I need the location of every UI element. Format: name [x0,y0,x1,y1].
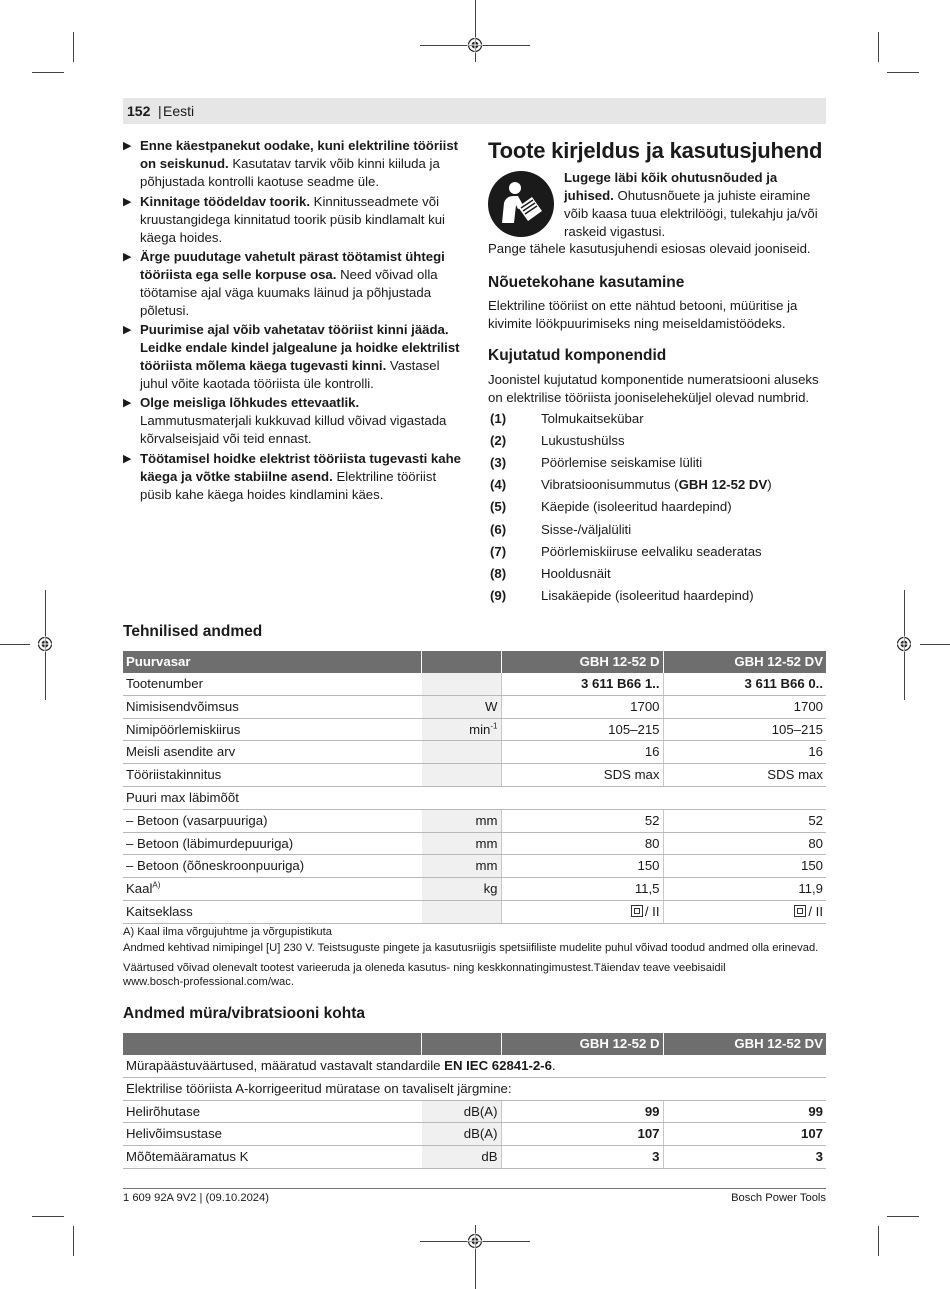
table-cell-unit [421,764,501,787]
component-label-text: Pöörlemise seiskamise lüliti [541,455,703,471]
table-cell-unit [421,855,501,878]
warning-text [140,137,463,191]
table-cell-gbh-d [501,878,663,901]
table-cell-gbh-dv [663,809,826,832]
table-row [123,1055,826,1077]
warning-item [123,321,463,393]
component-number: (6) [490,521,507,537]
table-cell-label: Helivõimsustase [123,1123,421,1146]
footer-doc-id: 1 609 92A 9V2 | (09.10.2024) [123,1192,269,1204]
crop-mark [887,1216,919,1217]
components-intro: Joonistel kujutatud komponentide numeratsiooni aluseks on elektrilise tööriista jooniseleheküljel olevad numbrid. [488,372,819,405]
cell-value: 16 [644,744,660,760]
unit-text: min [469,721,491,737]
bullet-triangle-icon: ▶ [123,251,132,263]
table-cell-label [123,695,421,718]
read-instructions-rest: Ohutusnõuete ja juhiste eiramine võib kaasa tuua elektrilöögi, tulekahju ja/või raskeid vigastusi. [564,187,818,239]
unit-exponent: -1 [490,721,498,731]
component-number: (3) [490,455,507,471]
registration-mark-icon [467,1233,483,1249]
table-cell-label: Mõõtemääramatus K [123,1146,421,1169]
tech-footnote-variance: Väärtused võivad olenevalt tootest varieeruda ja oleneda kasutus- ning keskkonnatingimustest.Täiendav teave veebisaidil [123,962,726,974]
intended-use-text: Elektriline tööriist on ette nähtud betooni, müüritise ja kivimite löökpuurimiseks ning meiseldamistöödeks. [488,298,798,331]
tech-footnote-website: www.bosch-professional.com/wac. [123,976,294,988]
crop-mark [0,644,30,645]
row-label: Kaal [126,881,153,897]
component-label-text: Lukustushülss [541,433,625,449]
page-language: Eesti [163,103,195,119]
table-row [123,1123,826,1146]
bullet-triangle-icon: ▶ [123,140,132,152]
warning-rest: Lammutusmaterjali kukkuvad killud võivad vigastada kõrvalseisjaid või teid ennast. [140,412,447,446]
component-label-text: Tolmukaitsekübar [541,411,644,426]
warning-item [123,193,463,247]
warning-bold: Olge meisliga lõhkudes ettevaatlik. [140,395,360,410]
table-header-cell: GBH 12-52 DV [663,651,826,673]
table-row [123,673,826,695]
table-row [123,855,826,878]
cell-value: 1700 [793,698,823,714]
row-label: – Betoon (vasarpuuriga) [126,812,268,828]
component-number: (7) [490,543,507,559]
crop-mark [73,1226,74,1256]
table-cell-unit: dB(A) [421,1100,501,1123]
table-header-row [123,651,826,673]
table-row [123,1146,826,1169]
component-label-text: Lisakäepide (isoleeritud haardepind) [541,587,754,603]
table-header-cell: GBH 12-52 DV [663,1033,826,1055]
table-header-cell [421,1033,501,1055]
table-cell-gbh-d [501,718,663,741]
noise-standard-cell [123,1055,826,1077]
read-instructions-text [564,169,828,241]
table-header-row [123,1033,826,1055]
table-cell-label: Puuri max läbimõõt [123,786,826,809]
table-cell-gbh-d: 107 [501,1123,663,1146]
footer-brand: Bosch Power Tools [731,1192,826,1204]
row-label: Meisli asendite arv [126,744,236,760]
cell-value: 3 611 B66 1.. [581,675,660,691]
table-row [123,718,826,741]
cell-value: 150 [800,858,823,874]
table-cell-gbh-dv: 107 [663,1123,826,1146]
table-cell-label [123,832,421,855]
component-label-text: Pöörlemiskiiruse eelvaliku seaderatas [541,543,762,559]
table-cell-gbh-d: 3 [501,1146,663,1169]
table-cell-label [123,855,421,878]
read-instructions-bold: Lugege läbi kõik ohutusnõuded ja juhised. [564,170,778,203]
warning-bold: Töötamisel hoidke elektrist tööriista tugevasti kahe käega ja võtke stabiilne asend. [140,451,461,484]
cell-value: 3 611 B66 0.. [744,675,823,691]
row-label: Tootenumber [126,675,203,691]
warning-item [123,137,463,191]
component-number: (4) [490,477,507,493]
warning-text [140,450,463,504]
table-cell-unit [421,718,501,741]
table-cell-unit [421,900,501,923]
component-number: (1) [490,411,507,426]
component-suffix: ) [767,477,772,493]
component-label [541,476,772,494]
row-label: – Betoon (läbimurdepuuriga) [126,835,294,851]
table-header-cell [421,651,501,673]
table-header-cell: GBH 12-52 D [501,651,663,673]
component-label-text: Sisse-/väljalüliti [541,521,632,537]
table-cell-gbh-d: 99 [501,1100,663,1123]
table-row [123,878,826,901]
component-item [490,587,830,607]
footer-rule [123,1188,826,1189]
unit-text: mm [475,812,498,828]
warning-rest: Elektriline tööriist püsib kahe käega hoides kindlamini käes. [140,468,437,502]
noise-intro-cell: Elektrilise tööriista A-korrigeeritud müratase on tavaliselt järgmine: [123,1077,826,1100]
cell-value: 11,9 [798,881,823,897]
table-cell-unit [421,832,501,855]
table-cell-gbh-dv [663,832,826,855]
component-model: GBH 12-52 DV [678,477,768,493]
table-cell-gbh-d [501,809,663,832]
warning-rest: Vastasel juhul võite kaotada tööriista üle kontrolli. [140,357,440,391]
unit-text: mm [475,835,498,851]
warning-rest: Kinnitusseadmete või kruustangidega kinnitatud toorik püsib kindlamalt kui käega hoides. [140,194,445,245]
table-cell-unit [421,673,501,695]
row-label: – Betoon (õõneskroonpuuriga) [126,858,305,874]
protection-class-icon [631,905,643,917]
warning-rest: Kasutatav tarvik võib kinni kiiluda ja põhjustada kontrolli kaotuse seadme üle. [140,155,440,189]
component-label [541,432,625,450]
cell-value: 1700 [630,698,660,714]
bullet-triangle-icon: ▶ [123,324,132,336]
footnote-ref: A) [152,880,161,890]
cell-value: 105–215 [608,721,660,737]
crop-mark [73,32,74,62]
table-cell-unit [421,809,501,832]
table-row [123,741,826,764]
table-cell-gbh-dv: 99 [663,1100,826,1123]
product-title: Toote kirjeldus ja kasutusjuhend [488,138,823,163]
table-cell-label: Helirõhutase [123,1100,421,1123]
crop-mark [878,1226,879,1256]
table-row [123,900,826,923]
registration-mark-icon [467,37,483,53]
component-label [541,410,644,428]
cell-value: 52 [808,812,823,828]
table-cell-gbh-dv [663,900,826,923]
table-cell-unit: dB [421,1146,501,1169]
cell-value: 105–215 [771,721,823,737]
table-cell-label [123,900,421,923]
component-item [490,543,830,563]
table-cell-gbh-dv [663,764,826,787]
registration-mark-icon [896,636,912,652]
crop-mark [32,72,64,73]
row-label: Tööriistakinnitus [126,767,222,783]
component-item [490,498,830,518]
table-cell-unit [421,695,501,718]
warning-rest: Need võivad olla töötamise ajal väga kuumaks läinud ja põhjustada põletusi. [140,266,438,318]
tech-data-table [123,651,826,924]
page-header [123,98,826,124]
intended-use-heading: Nõuetekohane kasutamine [488,274,685,291]
cell-value: / II [808,903,823,919]
component-item [490,521,830,541]
table-cell-gbh-dv [663,695,826,718]
row-label: Nimisisendvõimsus [126,698,239,714]
component-number: (8) [490,565,507,581]
table-cell-label [123,741,421,764]
component-label [541,498,732,516]
table-cell-unit [421,878,501,901]
table-cell-unit [421,741,501,764]
warning-text [140,394,463,448]
warning-bold: Puurimise ajal võib vahetatav tööriist kinni jääda. Leidke endale kindel jalgealune ja hoidke elektrilist tööriista mõlema käega tugevasti kinni. [140,322,460,373]
noise-standard-text: Mürapäästuväärtused, määratud vastavalt standardile [126,1057,445,1073]
bullet-triangle-icon: ▶ [123,397,132,409]
component-label [541,521,631,539]
warning-text [140,248,463,320]
row-label: Nimipöörlemiskiirus [126,721,241,737]
table-row [123,764,826,787]
table-row [123,832,826,855]
crop-mark [878,32,879,62]
table-cell-label [123,718,421,741]
unit-text: kg [483,881,498,897]
crop-mark [475,0,476,30]
warning-bold: Enne käestpanekut oodake, kuni elektriline tööriist on seiskunud. [140,138,459,171]
row-label: Kaitseklass [126,903,193,919]
table-cell-gbh-d [501,764,663,787]
table-row [123,1077,826,1100]
table-cell-label [123,878,421,901]
component-item [490,432,830,452]
unit-text: W [485,698,498,714]
table-header-cell: GBH 12-52 D [501,1033,663,1055]
table-cell-label [123,673,421,695]
component-label [541,543,762,561]
unit-text: mm [475,858,498,874]
table-row [123,695,826,718]
component-label [541,454,702,472]
figures-note: Pange tähele kasutusjuhendi esiosas olevaid jooniseid. [488,241,811,256]
table-row [123,809,826,832]
tech-footnote-a: A) Kaal ilma võrgujuhtme ja võrgupistikuta [123,926,332,938]
component-item [490,565,830,585]
table-cell-gbh-dv [663,741,826,764]
table-cell-gbh-dv: 3 [663,1146,826,1169]
noise-standard-end: . [551,1057,556,1073]
table-cell-gbh-dv [663,718,826,741]
table-header-cell [123,1033,421,1055]
component-label [541,565,611,583]
warning-bold: Kinnitage töödeldav toorik. [140,194,310,209]
read-manual-icon [488,171,554,237]
component-label-text: Vibratsioonisummutus ( [541,477,679,493]
table-cell-gbh-d [501,832,663,855]
cell-value: 11,5 [634,881,660,897]
warning-item [123,248,463,320]
component-number: (9) [490,587,507,603]
crop-mark [32,1216,64,1217]
component-item [490,476,830,496]
bullet-triangle-icon: ▶ [123,453,132,465]
cell-value: 80 [808,835,823,851]
component-label-text: Käepide (isoleeritud haardepind) [541,499,732,515]
page-number: 152 [127,103,151,119]
table-cell-gbh-dv [663,878,826,901]
noise-data-heading: Andmed müra/vibratsiooni kohta [123,1005,366,1022]
components-heading: Kujutatud komponendid [488,347,667,364]
table-row [123,786,826,809]
table-cell-gbh-dv [663,855,826,878]
warning-item [123,450,463,504]
table-row [123,1100,826,1123]
table-cell-label [123,764,421,787]
component-label-text: Hooldusnäit [541,565,611,581]
table-cell-gbh-d [501,695,663,718]
table-cell-label [123,809,421,832]
bullet-triangle-icon: ▶ [123,196,132,208]
crop-mark [887,72,919,73]
noise-data-table [123,1033,826,1169]
table-cell-gbh-d [501,900,663,923]
component-item [490,410,830,430]
component-number: (2) [490,433,507,449]
table-header-cell: Puurvasar [123,651,421,673]
cell-value: SDS max [767,767,823,783]
warning-text [140,321,463,393]
component-number: (5) [490,499,507,515]
noise-standard-name: EN IEC 62841-2-6 [444,1057,552,1073]
cell-value: 52 [644,812,660,828]
cell-value: 80 [644,835,660,851]
protection-class-icon [794,905,806,917]
cell-value: 16 [808,744,823,760]
warning-bold: Ärge puudutage vahetult pärast töötamist ühtegi tööriista ega selle korpuse osa. [140,249,445,282]
component-label [541,587,754,605]
table-cell-gbh-d [501,855,663,878]
tech-data-heading: Tehnilised andmed [123,623,263,640]
warning-item [123,394,463,448]
table-cell-gbh-d [501,673,663,695]
component-item [490,454,830,474]
tech-footnote-voltage: Andmed kehtivad nimipingel [U] 230 V. Teistsuguste pingete ja kasutusriigis spetsiifiliste mudelite puhul võivad toodud andmed olla erinevad. [123,942,819,954]
table-cell-unit: dB(A) [421,1123,501,1146]
warning-text [140,193,463,247]
cell-value: / II [644,903,660,919]
table-cell-gbh-d [501,741,663,764]
table-cell-gbh-dv [663,673,826,695]
cell-value: SDS max [603,767,660,783]
crop-mark [920,644,950,645]
header-separator: | [158,103,162,119]
registration-mark-icon [37,636,53,652]
cell-value: 150 [637,858,660,874]
